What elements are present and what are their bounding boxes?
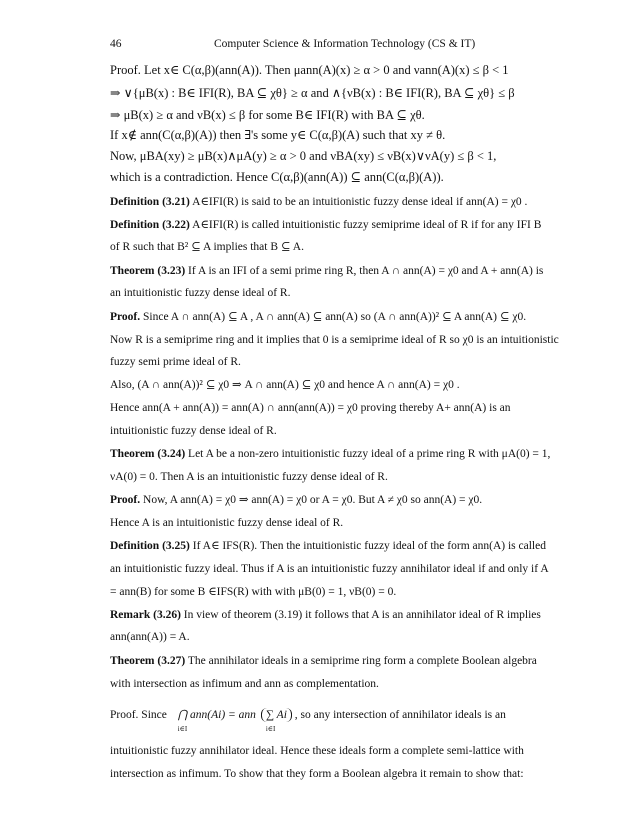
proof-3-23-line-4: Also, (A ∩ ann(A))² ⊆ χ0 ⇒ A ∩ ann(A) ⊆ χ0 and hence A ∩ ann(A) = χ0 . (110, 379, 460, 391)
theorem-3-27 (110, 654, 537, 668)
proof-3-24-label: Proof. (110, 494, 141, 506)
proof-line-2: ⇒ ∨{μB(x) : B∈ IFI(R), BA ⊆ χθ} ≥ α and ∧{νB(x) : B∈ IFI(R), BA ⊆ χθ} ≤ β (110, 86, 515, 100)
proof-3-27-formula-line (110, 708, 530, 738)
remark-3-26 (110, 608, 541, 622)
formula-left (177, 708, 256, 733)
proof-line-3: ⇒ μB(x) ≥ α and νB(x) ≤ β for some B∈ IFI(R) with BA ⊆ χθ. (110, 108, 425, 122)
definition-3-22-text: A∈IFI(R) is called intuitionistic fuzzy semiprime ideal of R if for any IFI B (189, 219, 542, 231)
theorem-3-24-cont: νA(0) = 0. Then A is an intuitionistic fuzzy dense ideal of R. (110, 471, 388, 483)
definition-3-21 (110, 195, 530, 209)
proof-3-27-start: Proof. Since (110, 709, 167, 721)
theorem-3-27-text: The annihilator ideals in a semiprime ring form a complete Boolean algebra (185, 655, 537, 667)
definition-3-25 (110, 539, 546, 553)
theorem-3-23-cont: an intuitionistic fuzzy dense ideal of R. (110, 287, 291, 299)
definition-3-25-line-3: = ann(B) for some B ∈IFS(R) with with μB(0) = 1, νB(0) = 0. (110, 586, 397, 598)
formula-index-1: i∈I (177, 725, 188, 733)
remark-3-26-label: Remark (3.26) (110, 609, 181, 621)
theorem-3-27-line-2: with intersection as infimum and ann as complementation. (110, 678, 379, 690)
proof-line-4: If x∉ ann(C(α,β)(A)) then ∃'s some y∈ C(α,β)(A) such that xy ≠ θ. (110, 128, 446, 142)
theorem-3-23-label: Theorem (3.23) (110, 265, 186, 277)
proof-line-6: which is a contradiction. Hence C(α,β)(ann(A)) ⊆ ann(C(α,β)(A)). (110, 170, 444, 184)
remark-3-26-line-2: ann(ann(A)) = A. (110, 631, 190, 643)
proof-line-5: Now, μBA(xy) ≥ μB(x)∧μA(y) ≥ α > 0 and νBA(xy) ≤ νB(x)∨νA(y) ≤ β < 1, (110, 149, 497, 163)
proof-line-1: Proof. Let x∈ C(α,β)(ann(A)). Then μann(A)(x) ≥ α > 0 and νann(A)(x) ≤ β < 1 (110, 63, 509, 77)
remark-3-26-text: In view of theorem (3.19) it follows that A is an annihilator ideal of R implies (180, 609, 541, 621)
definition-3-21-label: Definition (3.21) (110, 196, 190, 208)
definition-3-22-label: Definition (3.22) (110, 219, 190, 231)
definition-3-22-cont: of R such that B² ⊆ A implies that B ⊆ A. (110, 241, 304, 253)
definition-3-25-label: Definition (3.25) (110, 540, 190, 552)
proof-3-23-line-5: Hence ann(A + ann(A)) = ann(A) ∩ ann(ann(A)) = χ0 proving thereby A+ ann(A) is an (110, 402, 511, 414)
formula-index-2: i∈I (265, 725, 276, 733)
proof-3-23-label: Proof. (110, 311, 141, 323)
theorem-3-24-label: Theorem (3.24) (110, 448, 186, 460)
proof-3-27-rest: , so any intersection of annihilator ideals is an (294, 709, 506, 721)
formula-sum: ∑ Ai (265, 709, 287, 721)
proof-3-23-line-6: intuitionistic fuzzy dense ideal of R. (110, 425, 277, 437)
theorem-3-24 (110, 447, 551, 461)
journal-title: Computer Science & Information Technology (CS & IT) (214, 38, 476, 50)
theorem-3-24-text: Let A be a non-zero intuitionistic fuzzy ideal of a prime ring R with μA(0) = 1, (185, 448, 551, 460)
formula-intersection: ⋂ ann(Ai) = ann (177, 709, 256, 721)
definition-3-22 (110, 218, 542, 232)
page-number: 46 (110, 38, 122, 50)
definition-3-21-text: A∈IFI(R) is said to be an intuitionistic fuzzy dense ideal if ann(A) = χ0 . (189, 196, 528, 208)
theorem-3-23 (110, 264, 544, 278)
proof-3-23-text: Since A ∩ ann(A) ⊆ A , A ∩ ann(A) ⊆ ann(A) so (A ∩ ann(A))² ⊆ A ann(A) ⊆ χ0. (140, 311, 527, 323)
proof-3-23-line-2: Now R is a semiprime ring and it implies that 0 is a semiprime ideal of R so χ0 is an intuitionistic (110, 334, 559, 346)
proof-3-24-line-2: Hence A is an intuitionistic fuzzy dense ideal of R. (110, 517, 344, 529)
definition-3-25-line-2: an intuitionistic fuzzy ideal. Thus if A is an intuitionistic fuzzy annihilator ideal if and only if A (110, 563, 549, 575)
proof-3-23 (110, 310, 530, 324)
proof-3-23-line-3: fuzzy semi prime ideal of R. (110, 356, 241, 368)
formula-paren (261, 708, 292, 733)
definition-3-25-text: If A∈ IFS(R). Then the intuitionistic fuzzy ideal of the form ann(A) is called (189, 540, 546, 552)
theorem-3-23-text: If A is an IFI of a semi prime ring R, then A ∩ ann(A) = χ0 and A + ann(A) is (185, 265, 544, 277)
proof-3-24-text: Now, A ann(A) = χ0 ⇒ ann(A) = χ0 or A = χ0. But A ≠ χ0 so ann(A) = χ0. (140, 494, 483, 506)
theorem-3-27-label: Theorem (3.27) (110, 655, 186, 667)
proof-3-27-line-2: intuitionistic fuzzy annihilator ideal. Hence these ideals form a complete semi-lattice with (110, 745, 524, 757)
proof-3-24 (110, 493, 530, 507)
proof-3-27-line-3: intersection as infimum. To show that they form a Boolean algebra it remain to show that: (110, 768, 524, 780)
